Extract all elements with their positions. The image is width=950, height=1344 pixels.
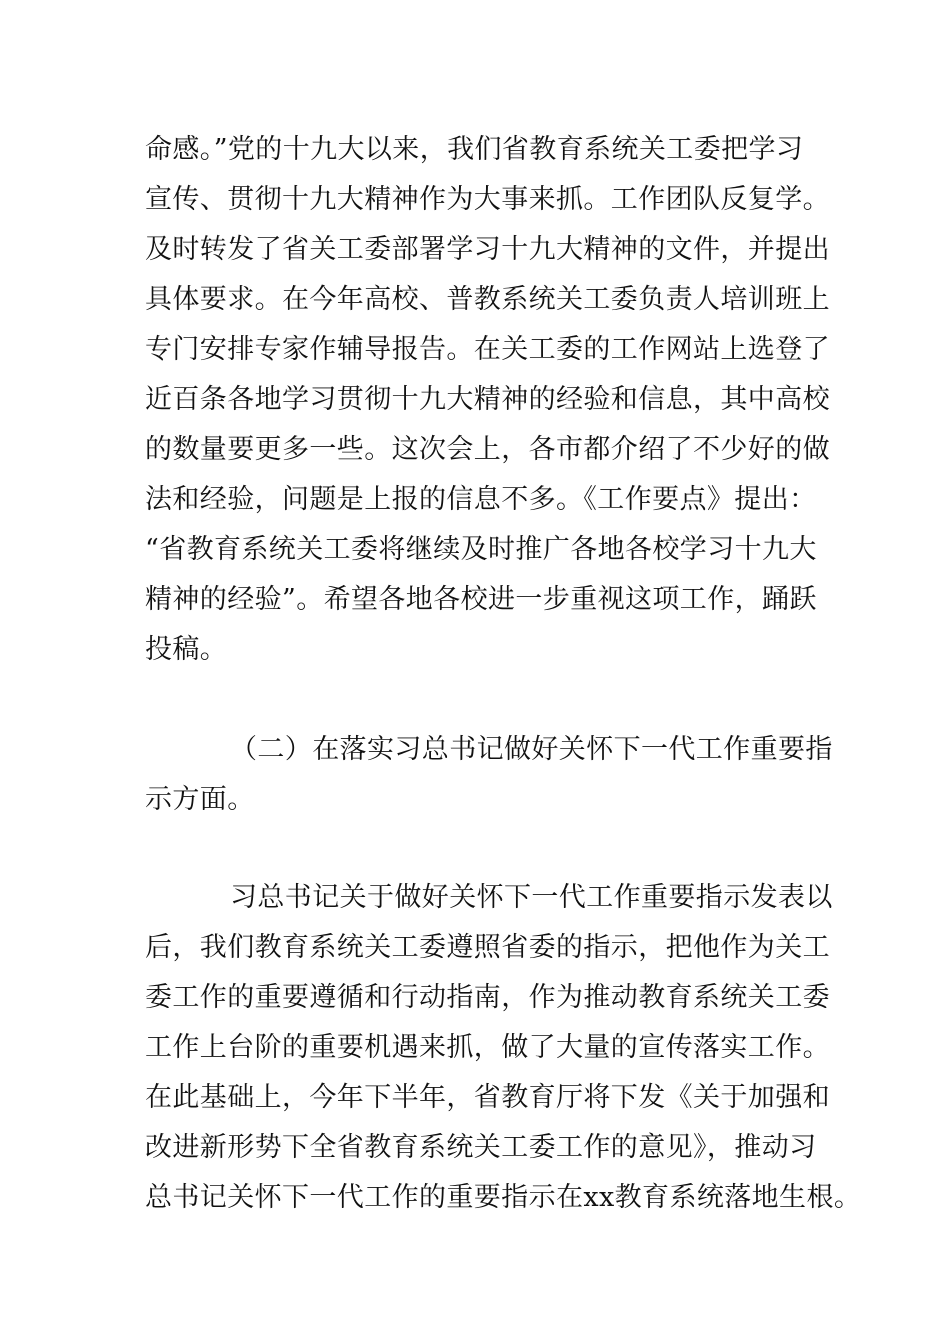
paragraph-line: 总书记关怀下一代工作的重要指示在xx教育系统落地生根。: [145, 1182, 862, 1213]
paragraph-line: 委工作的重要遵循和行动指南，作为推动教育系统关工委: [145, 982, 830, 1013]
paragraph-line: 后，我们教育系统关工委遵照省委的指示，把他作为关工: [145, 932, 830, 963]
paragraph-line: 专门安排专家作辅导报告。在关工委的工作网站上选登了: [145, 334, 830, 365]
paragraph-line: 近百条各地学习贯彻十九大精神的经验和信息，其中高校: [145, 384, 830, 415]
paragraph-line: 精神的经验”。希望各地各校进一步重视这项工作，踊跃: [145, 584, 817, 615]
paragraph-line: 及时转发了省关工委部署学习十九大精神的文件，并提出: [145, 234, 830, 265]
paragraph-line: 工作上台阶的重要机遇来抓，做了大量的宣传落实工作。: [145, 1032, 830, 1063]
paragraph-line: 习总书记关于做好关怀下一代工作重要指示发表以: [230, 882, 833, 913]
paragraph-line: 宣传、贯彻十九大精神作为大事来抓。工作团队反复学。: [145, 184, 830, 215]
paragraph-line: 投稿。: [145, 634, 228, 665]
paragraph-line: 命感。”党的十九大以来，我们省教育系统关工委把学习: [145, 134, 804, 165]
paragraph-line: 具体要求。在今年高校、普教系统关工委负责人培训班上: [145, 284, 830, 315]
paragraph-line: “省教育系统关工委将继续及时推广各地各校学习十九大: [145, 534, 817, 565]
section-heading: （二）在落实习总书记做好关怀下一代工作重要指: [230, 734, 833, 765]
paragraph-line: 法和经验，问题是上报的信息不多。《工作要点》提出：: [145, 484, 817, 515]
paragraph-line: 改进新形势下全省教育系统关工委工作的意见》，推动习: [145, 1132, 817, 1163]
paragraph-line: 在此基础上，今年下半年，省教育厅将下发《关于加强和: [145, 1082, 830, 1113]
section-heading: 示方面。: [145, 784, 255, 815]
paragraph-line: 的数量要更多一些。这次会上，各市都介绍了不少好的做: [145, 434, 830, 465]
